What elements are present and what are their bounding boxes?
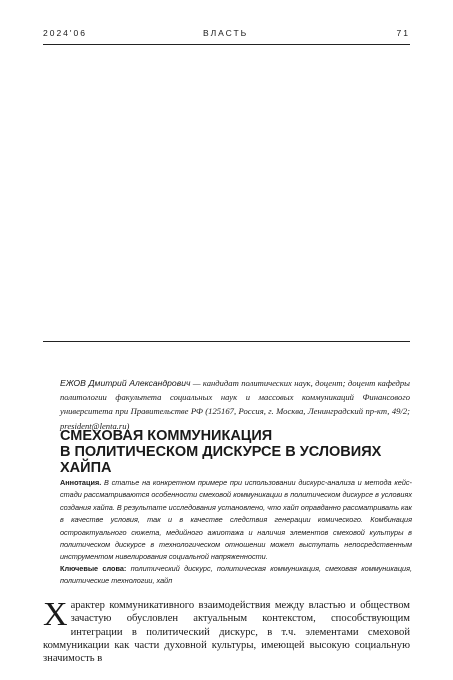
- header-page-number: 71: [396, 28, 410, 38]
- abstract-text: В статье на конкретном примере при использовании дискурс-анализа и метода кейс-стади рассматриваются особенности смеховой коммуникации в политическом дискурсе в условиях создания хайпа. В результате исследования установлено, что хайп оправданно рассматривать как в качестве условия, так и в качестве следствия генерации комического. Комбинация остроактуального сюжета, медийного ажиотажа и наличия элементов смеховой культуры в политическом дискурсе в технологическом отношении может выступать непосредственным инструментом нивелирования социальной напряженности.: [60, 478, 413, 562]
- header-issue: 2024'06: [43, 28, 87, 38]
- author-name: ЕЖОВ Дмитрий Александрович: [60, 378, 191, 388]
- abstract: [60, 477, 412, 564]
- section-divider: [43, 341, 410, 342]
- title-line-2: В ПОЛИТИЧЕСКОМ ДИСКУРСЕ В УСЛОВИЯХ ХАЙПА: [60, 444, 382, 476]
- running-header: [43, 28, 410, 42]
- body-text: [43, 596, 410, 665]
- abstract-label: Аннотация.: [60, 478, 102, 487]
- keywords-text: политический дискурс, политическая коммуникация, смеховая коммуникация, политические технологии, хайп: [60, 564, 412, 586]
- article-title: [60, 428, 420, 476]
- author-info: — кандидат политических наук, доцент; доцент кафедры политологии факультета социальных наук и массовых коммуникаций Финансового университета при Правительстве РФ (125167, Россия, г. Москва, Ленинградский пр-кт, 49/2; president@lenta.ru): [60, 378, 410, 431]
- keywords: [60, 563, 412, 587]
- header-rule: [43, 44, 410, 45]
- body-paragraph: арактер коммуникативного взаимодействия между властью и обществом зачастую обусловлен актуальным контекстом, способствующим интеграции в политический дискурс, в т.ч. элементами смеховой коммуникации как части духовной культуры, имеющей высокую социальную значимость в: [43, 600, 410, 665]
- keywords-label: Ключевые слова:: [60, 564, 127, 573]
- drop-cap: Х: [43, 596, 68, 633]
- title-line-1: СМЕХОВАЯ КОММУНИКАЦИЯ: [60, 428, 273, 444]
- header-journal-title: ВЛАСТЬ: [203, 28, 249, 38]
- author-block: [60, 376, 410, 433]
